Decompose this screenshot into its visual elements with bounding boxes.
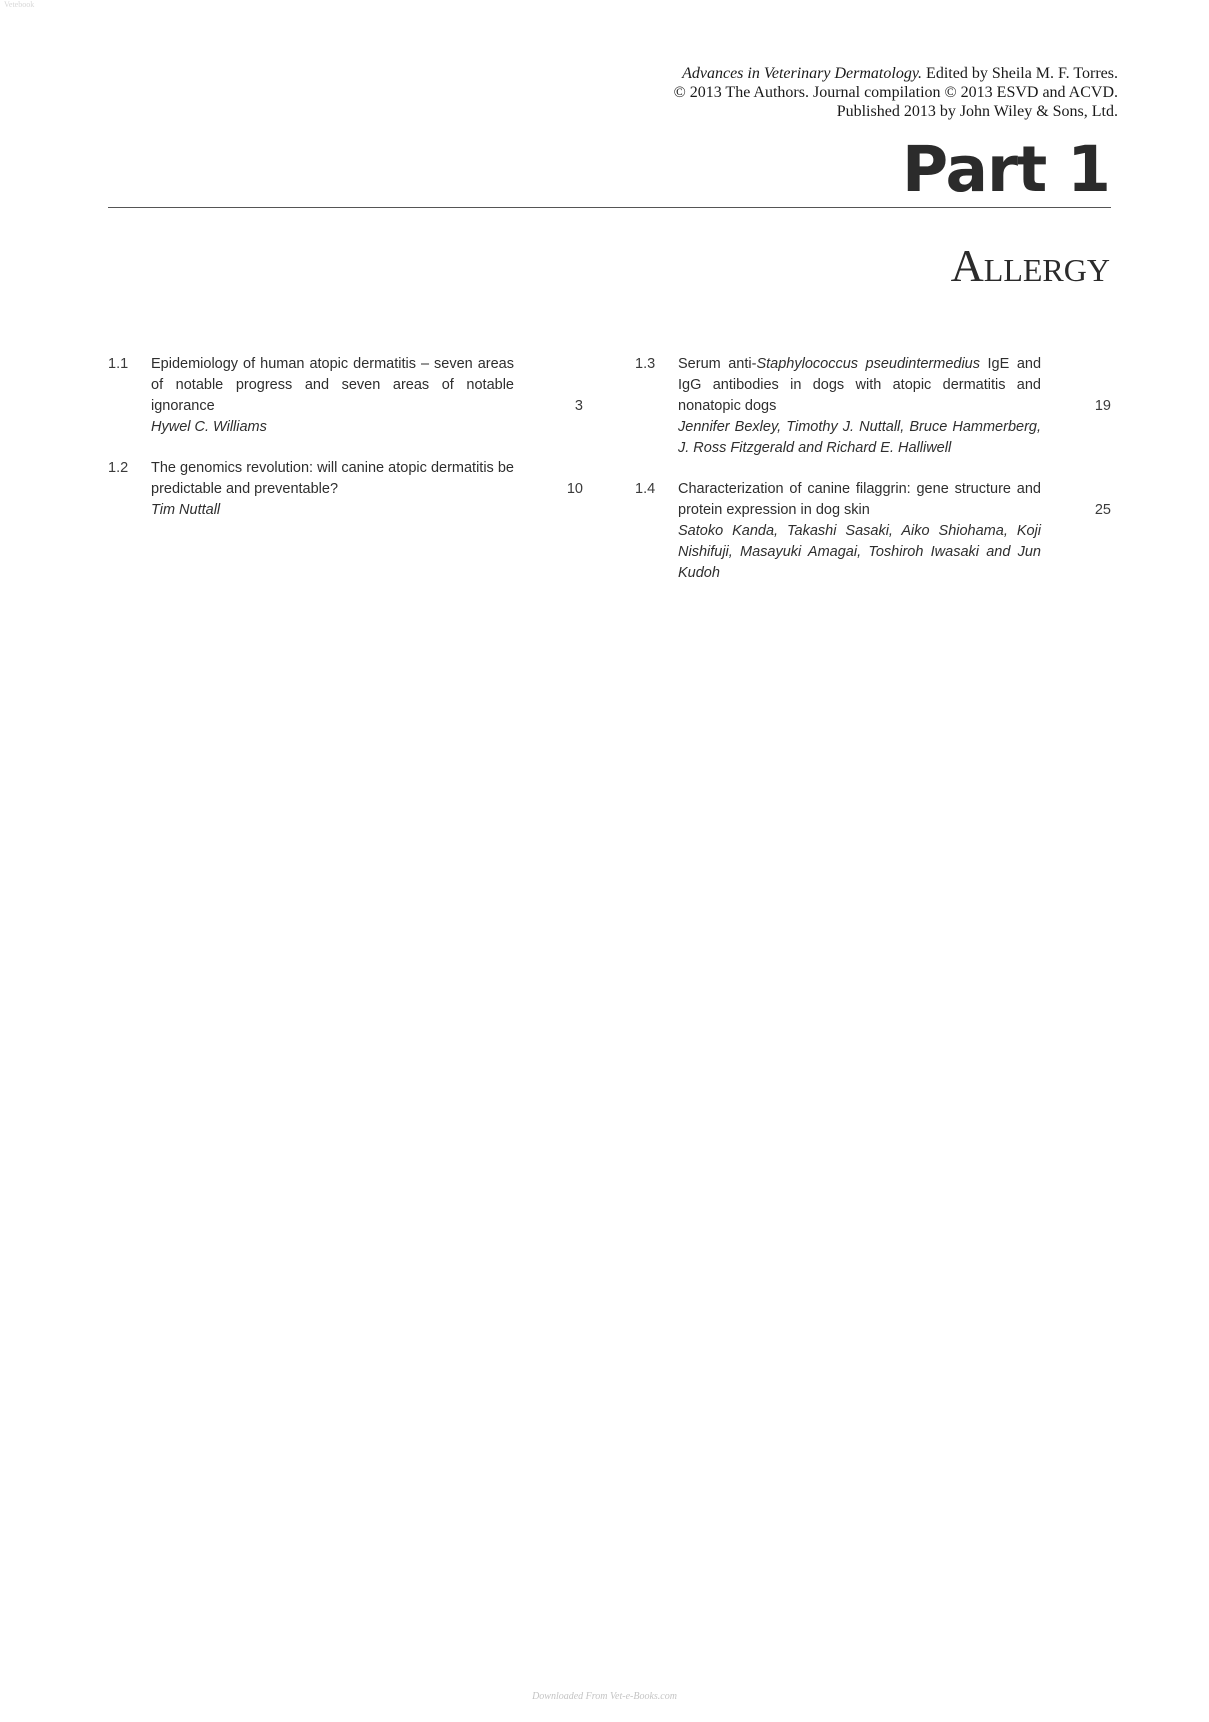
citation-line-1 [418,64,1118,83]
citation-line-2: © 2013 The Authors. Journal compilation © 2013 ESVD and ACVD. [673,84,1118,101]
toc-entry-1-4[interactable] [635,479,1111,584]
citation-block [418,64,1118,121]
citation-line-3: Published 2013 by John Wiley & Sons, Ltd. [836,103,1118,120]
toc-entry-title: Characterization of canine filaggrin: gene structure and protein expression in dog skin [678,481,1041,518]
toc-entry-title: The genomics revolution: will canine atopic dermatitis be predictable and preventable? [151,460,514,497]
toc-entry-1-2[interactable] [108,458,583,521]
toc-entry-page: 3 [574,398,583,414]
toc-entry-number: 1.4 [635,481,656,497]
part-title: Part 1 [902,133,1110,206]
toc-entry-number: 1.2 [108,460,129,476]
toc-title-italic: Staphylococcus pseudintermedius [756,356,980,372]
citation-editor: Edited by Sheila M. F. Torres. [922,65,1118,82]
toc-column-left [108,354,583,541]
header-divider [108,207,1111,208]
toc-entry-number: 1.3 [635,356,656,372]
toc-entry-number: 1.1 [108,356,129,372]
footer-watermark: Downloaded From Vet-e-Books.com [532,1691,677,1702]
section-title: Allergy [950,240,1110,291]
toc-entry-title: Epidemiology of human atopic dermatitis – seven areas of notable progress and seven areas of notable ignorance [151,356,514,414]
corner-watermark: Vetebook [4,0,35,9]
toc-entry-authors: Hywel C. Williams [151,419,267,435]
toc-entry-authors: Tim Nuttall [151,502,221,518]
toc-entry-1-3[interactable] [635,354,1111,459]
toc-entry-1-1[interactable] [108,354,583,438]
toc-entry-page: 10 [566,481,583,497]
toc-column-right [635,354,1111,604]
toc-entry-title [678,354,1041,417]
toc-entry-authors: Jennifer Bexley, Timothy J. Nuttall, Bruce Hammerberg, J. Ross Fitzgerald and Richard E. Halliwell [678,419,1041,456]
toc-title-part: Serum anti- [678,356,757,372]
toc-entry-authors: Satoko Kanda, Takashi Sasaki, Aiko Shiohama, Koji Nishifuji, Masayuki Amagai, Toshiroh Iwasaki and Jun Kudoh [678,523,1041,581]
book-title: Advances in Veterinary Dermatology. [682,65,923,82]
toc-entry-page: 19 [1094,398,1111,414]
toc-title-part: IgE and IgG antibodies in dogs with atopic dermatitis and nonatopic dogs [678,356,1042,414]
toc-entry-page: 25 [1094,502,1111,518]
